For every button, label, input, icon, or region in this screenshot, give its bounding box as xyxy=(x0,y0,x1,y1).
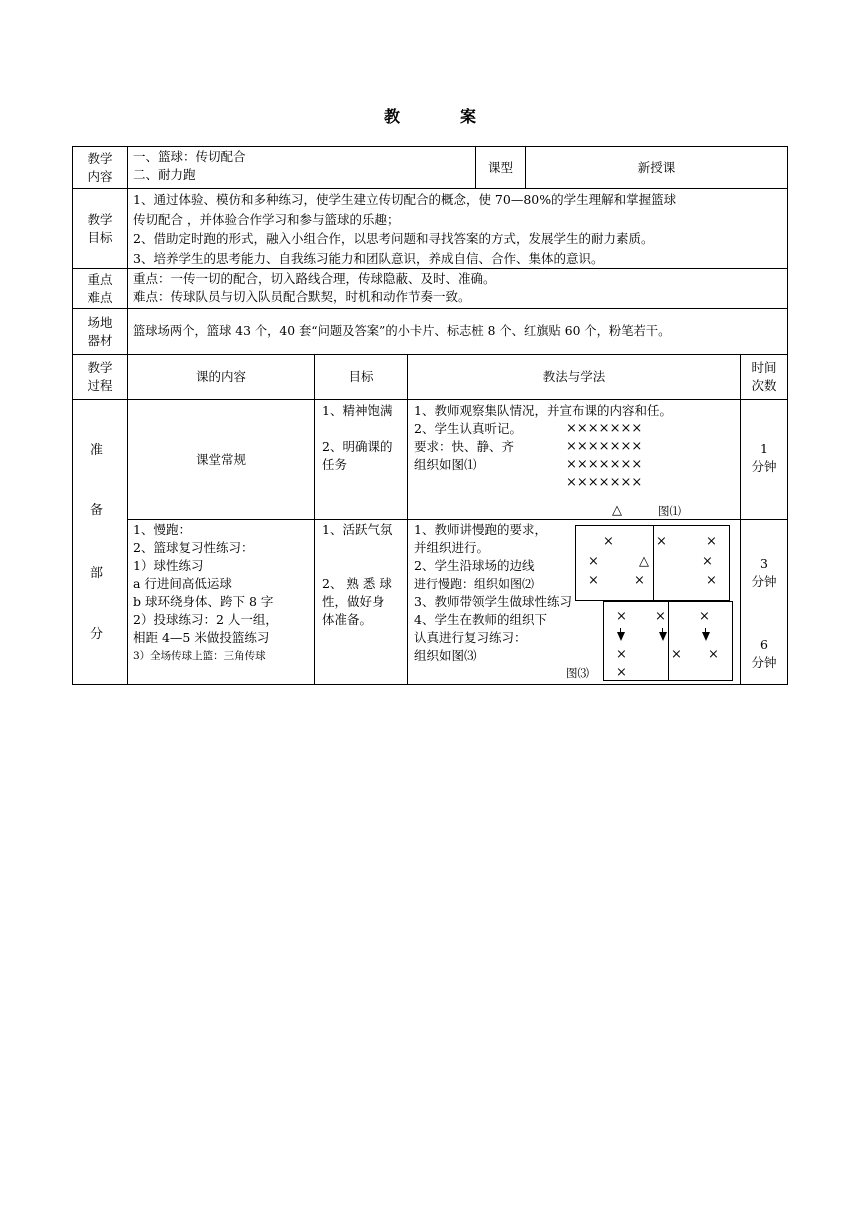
student-cross-icon: × xyxy=(702,554,713,569)
content-item: 1）球性练习 xyxy=(133,558,204,573)
method-line: 4、学生在教师的组织下 xyxy=(414,612,547,627)
method-line: 要求：快、静、齐 xyxy=(414,439,515,454)
goal-text: 2、 熟 悉 球 xyxy=(322,576,392,591)
goal-text: 体准备。 xyxy=(322,612,373,627)
method-line: 组织如图⑶ xyxy=(414,648,477,663)
method-line: 进行慢跑：组织如图⑵ xyxy=(414,577,535,591)
teacher-triangle-icon: △ xyxy=(639,554,649,569)
goals-lines xyxy=(133,190,785,268)
arrow-down-icon xyxy=(659,632,667,641)
content-line: 二、耐力跑 xyxy=(133,167,196,182)
row2-goals xyxy=(322,521,406,651)
type-label: 课型 xyxy=(487,159,513,175)
student-cross-icon: × xyxy=(671,647,682,662)
key-line: 重点：一传一切的配合，切入路线合理，传球隐蔽、及时、准确。 xyxy=(133,271,496,286)
time-value: 1 xyxy=(760,441,768,456)
method-line: 并组织进行。 xyxy=(414,540,490,555)
key-lines xyxy=(133,270,785,308)
content-item: 1、慢跑： xyxy=(133,522,191,537)
method-line: 2、学生沿球场的边线 xyxy=(414,558,535,573)
formation-row: ××××××× xyxy=(566,457,643,472)
content-item-small: 3）全场传球上篮：三角传球 xyxy=(133,650,266,662)
student-cross-icon: × xyxy=(616,609,627,624)
goal-text: 2、明确课的 xyxy=(322,439,393,454)
arrow-down-icon xyxy=(702,632,710,641)
section-char: 备 xyxy=(90,503,104,518)
court-figure-3 xyxy=(603,601,733,681)
figure3-label: 图⑶ xyxy=(566,666,589,680)
arrow-down-icon xyxy=(617,632,625,641)
goal-line: 2、借助定时跑的形式，融入小组合作，以思考问题和寻找答案的方式，发展学生的耐力素质。 xyxy=(133,231,654,246)
page-title: 教 案 xyxy=(383,107,498,126)
goal-text: 任务 xyxy=(322,457,348,472)
row2-time-a xyxy=(741,555,787,595)
time-unit: 分钟 xyxy=(751,574,777,589)
teacher-triangle-icon: △ xyxy=(612,503,622,518)
time-unit: 分钟 xyxy=(751,655,777,670)
col-method: 教法与学法 xyxy=(542,369,606,384)
goal-line: 1、通过体验、模仿和多种练习，使学生建立传切配合的概念，使 70—80%的学生理解和掌握篮球 xyxy=(133,192,677,207)
student-cross-icon: × xyxy=(616,666,627,678)
col-goal: 目标 xyxy=(348,369,374,384)
court-figure-2 xyxy=(575,525,730,601)
formation-row: ××××××× xyxy=(566,421,643,436)
student-cross-icon: × xyxy=(706,573,717,588)
method-line: 组织如图⑴ xyxy=(414,457,477,472)
formation-figure-1 xyxy=(566,420,706,500)
student-cross-icon: × xyxy=(616,647,627,662)
student-cross-icon: × xyxy=(603,534,614,549)
content-item: 2、篮球复习性练习： xyxy=(133,540,254,555)
row2-content xyxy=(133,521,314,683)
student-cross-icon: × xyxy=(699,609,710,624)
key-label: 重点 难点 xyxy=(87,271,113,305)
student-cross-icon: × xyxy=(706,534,717,549)
time-value: 3 xyxy=(760,556,768,571)
goal-text xyxy=(322,539,406,575)
figure1-label: 图⑴ xyxy=(658,504,681,518)
goal-line: 传切配合 ，并体验合作学习和参与篮球的乐趣； xyxy=(133,211,400,227)
content-item: 2）投球练习：2 人一组， xyxy=(133,612,278,627)
method-line: 3、教师带领学生做球性练习 xyxy=(414,594,572,609)
content-item: a 行进间高低运球 xyxy=(133,576,232,591)
student-cross-icon: × xyxy=(708,647,719,662)
student-cross-icon: × xyxy=(588,573,599,588)
row1-content: 课堂常规 xyxy=(195,451,246,467)
venue-text: 篮球场两个，篮球 43 个，40 套“问题及答案”的小卡片、标志桩 8 个、红旗贴 60 个，粉笔若干。 xyxy=(133,324,671,338)
method-line: 认真进行复习练习： xyxy=(414,630,527,645)
content-lines xyxy=(133,148,473,188)
method-line: 2、学生认真听记。 xyxy=(414,421,522,436)
student-cross-icon: × xyxy=(655,609,666,624)
col-content: 课的内容 xyxy=(195,369,246,384)
section-char: 部 xyxy=(90,566,104,581)
row1-goals xyxy=(322,402,406,512)
col-time: 时间 次数 xyxy=(751,360,777,393)
student-cross-icon: × xyxy=(634,573,645,588)
content-item: 相距 4—5 米做投篮练习 xyxy=(133,630,270,645)
type-value: 新授课 xyxy=(637,159,676,175)
student-cross-icon: × xyxy=(656,534,667,549)
row2-time-b xyxy=(741,636,787,676)
content-item: b 球环绕身体、跨下 8 字 xyxy=(133,594,274,609)
time-value: 6 xyxy=(760,637,768,652)
formation-row: ××××××× xyxy=(566,475,643,490)
goal-text: 1、精神饱满 xyxy=(322,403,393,418)
goal-text xyxy=(322,420,406,438)
goal-text: 性，做好身 xyxy=(322,594,385,609)
content-label: 教学 内容 xyxy=(87,150,113,184)
formation-row: ××××××× xyxy=(566,439,643,454)
content-line: 一、篮球：传切配合 xyxy=(133,149,246,164)
section-char: 准 xyxy=(90,443,104,458)
student-cross-icon: × xyxy=(588,554,599,569)
key-line: 难点：传球队员与切入队员配合默契，时机和动作节奏一致。 xyxy=(133,289,471,304)
method-line: 1、教师观察集队情况，并宣布课的内容和任。 xyxy=(414,403,672,418)
row1-time xyxy=(741,440,787,480)
section-char: 分 xyxy=(90,627,104,642)
col-process: 教学 过程 xyxy=(87,360,113,393)
goals-label: 教学 目标 xyxy=(87,211,113,245)
time-unit: 分钟 xyxy=(751,459,777,474)
venue-label: 场地 器材 xyxy=(87,314,113,348)
goal-text: 1、活跃气氛 xyxy=(322,522,393,537)
goal-line: 3、培养学生的思考能力、自我练习能力和团队意识，养成自信、合作、集体的意识。 xyxy=(133,250,604,266)
method-line: 1、教师讲慢跑的要求， xyxy=(414,522,547,537)
